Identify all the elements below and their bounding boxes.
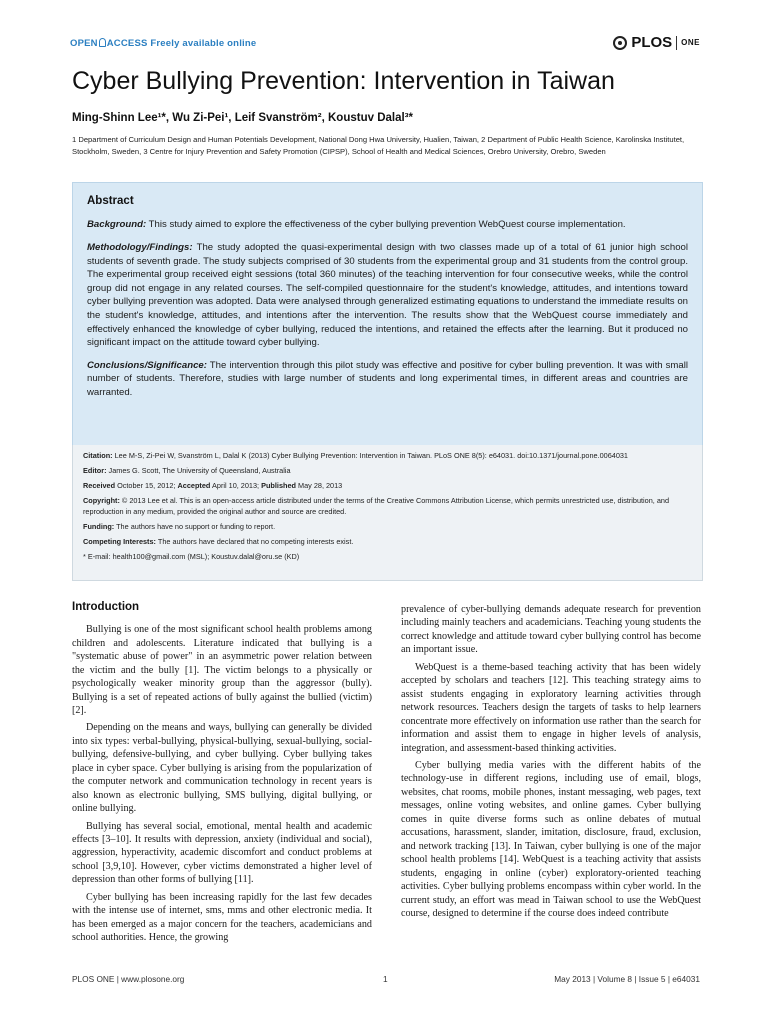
page-footer (72, 974, 700, 988)
open-lock-icon (99, 38, 106, 47)
body-paragraph: prevalence of cyber-bullying demands adequate research for prevention including mainly teachers and academicians. Teaching young students the correct knowledge and attitude toward cyber bullying control has become an important issue. (401, 604, 701, 656)
abstract-heading: Abstract (87, 195, 134, 207)
article-metadata (72, 445, 703, 581)
conclusions-label: Conclusions/Significance: (87, 359, 207, 371)
body-column-left (72, 600, 372, 949)
copyright-label: Copyright: (83, 495, 120, 505)
methods-text: The study adopted the quasi-experimental design with two classes made up of a total of 61 junior high school students of seventh grade. The study subjects comprised of 30 students from the experimental group and 31 students from the control group. The experimental group received eight sessions (total 360 minutes) of the teaching intervention for four consecutive weeks, while the control group did not engage in any related courses. The self-compiled questionnaire for the student's knowledge, attitudes, and intentions toward cyber bullying prevention was adopted. Data were analysed through generalized estimating equations to understand the immediate results on the student's knowledge, attitudes, and intentions after the intervention. The results show that the WebQuest course immediately and effectively enhanced the knowledge of cyber bullying, reduced the intentions, and retained the effects after the learning. But it produced no significant impact on the attitude toward cyber bullying. (87, 241, 688, 349)
copyright (83, 496, 692, 518)
open-label: OPEN (70, 38, 98, 49)
received-label: Received (83, 480, 116, 490)
body-paragraph: Cyber bullying has been increasing rapidly for the last few decades with the intense use of internet, sms, mms and other electronic media. It has been emerged as a major concern for the teachers, academicians and school authorities. Hence, the growing (72, 891, 372, 944)
citation (83, 451, 692, 462)
introduction-heading: Introduction (72, 601, 140, 613)
email: * E-mail: health100@gmail.com (MSL); Koustuv.dalal@oru.se (KD) (83, 551, 300, 561)
footer-journal: PLOS ONE | www.plosone.org (72, 974, 185, 984)
affiliations: 1 Department of Curriculum Design and Human Potentials Development, National Dong Hwa University, Hualien, Taiwan, 2 Department of Public Health Science, Karolinska Institutet, Stockholm, Sweden, 3 Centre for Injury Prevention and Safety Promotion (CIPSP), School of Health and Medical Sciences, Orebro University, Orebro, Sweden (72, 135, 685, 156)
plos-seal-icon (613, 36, 627, 50)
article-title: Cyber Bullying Prevention: Intervention in Taiwan (72, 67, 615, 95)
footer-issue: May 2013 | Volume 8 | Issue 5 | e64031 (554, 974, 700, 984)
abstract-methods (87, 241, 688, 350)
abstract-background (87, 218, 688, 232)
page-number: 1 (383, 974, 388, 984)
abstract-box (72, 182, 703, 446)
copyright-text: © 2013 Lee et al. This is an open-access article distributed under the terms of the Creative Commons Attribution License, which permits unrestricted use, distribution, and reproduction in any medium, provided the original author and source are credited. (83, 495, 670, 516)
competing-label: Competing Interests: (83, 536, 156, 546)
body-paragraph: WebQuest is a theme-based teaching activity that has been widely accepted by scholars and teachers [12]. This teaching strategy aims to assist students engaging in exploratory learning activities through network resources. Teachers design the targets of tasks to help learners concentrate more effectively on information use rather than the search for information and assist them to engage in higher levels of analysis, integration, and assessment-based thinking activities. (401, 661, 701, 754)
access-label: ACCESS (106, 38, 148, 49)
funding-text: The authors have no support or funding to report. (114, 521, 276, 531)
journal-header (70, 34, 700, 54)
body-column-right (401, 603, 701, 924)
competing-interests (83, 537, 692, 548)
background-label: Background: (87, 219, 147, 231)
body-paragraph: Bullying has several social, emotional, mental health and academic effects [3–10]. It results with depression, anxiety (individual and social), aggression, hyperactivity, academic discomfort and conduct problems at school [3,9,10]. However, cyber victims demonstrated a higher level of depression than other forms of bullying [11]. (72, 820, 372, 886)
received-text: October 15, 2012; (115, 480, 178, 490)
editor-label: Editor: (83, 465, 107, 475)
body-paragraph: Bullying is one of the most significant school health problems among children and adolescents. Literature indicated that bullying is a "systematic abuse of power" in an asymmetric power relation between the victim and the bully [1]. The victim belongs to a physically or psychologically weaker minority group than the aggressor (bully). Bullying is a set of repeated actions of bully against the bullied (victim) [2]. (72, 624, 372, 716)
plos-wordmark: PLOS (631, 34, 673, 51)
freely-available-label: Freely available online (150, 38, 257, 49)
dates (83, 481, 692, 492)
accepted-text: April 10, 2013; (210, 480, 262, 490)
author-list: Ming-Shinn Lee¹*, Wu Zi-Pei¹, Leif Svanström², Koustuv Dalal³* (72, 112, 413, 124)
competing-text: The authors have declared that no competing interests exist. (155, 536, 354, 546)
conclusions-text: The intervention through this pilot study was effective and positive for cyber bulling prevention. It was with small number of students. Therefore, studies with large number of students and long experimental times, in different areas and countries are warranted. (87, 359, 688, 399)
open-access-banner (70, 38, 256, 49)
background-text: This study aimed to explore the effectiveness of the cyber bullying prevention WebQuest course implementation. (146, 219, 626, 231)
published-text: May 28, 2013 (295, 480, 343, 490)
abstract-conclusions (87, 359, 688, 400)
editor (83, 466, 692, 477)
body-paragraph: Cyber bullying media varies with the different habits of the technology-use in different regions, including use of email, blogs, websites, chat rooms, mobile phones, instant messaging, web pages, text messages, online voting websites, and online games. Cyber bullying comes in quite diverse forms such as online debates of mutual accusations, harassment, slander, imitation, disclosure, fraud, exclusion, and network tracking [13]. In Taiwan, cyber bullying is one of the major school health problems [14]. WebQuest is a teaching activity that assists students, engaging in online (cyber) exploratory-oriented teaching activities. Cyber bullying problems encompass within cyber world. In the current study, an effort was mead in Taiwan school to use the WebQuest course, designed to determine if the course does indeed contribute (401, 759, 701, 919)
funding-label: Funding: (83, 521, 115, 531)
editor-text: James G. Scott, The University of Queensland, Australia (106, 465, 291, 475)
methods-label: Methodology/Findings: (87, 241, 193, 253)
citation-text: Lee M-S, Zi-Pei W, Svanström L, Dalal K (2013) Cyber Bullying Prevention: Intervention in Taiwan. PLoS ONE 8(5): e64031. doi:10.1371/journal.pone.0064031 (112, 451, 628, 460)
funding (83, 522, 692, 533)
plos-one-logo (613, 34, 700, 51)
logo-divider (676, 36, 677, 50)
accepted-label: Accepted (177, 480, 211, 490)
body-paragraph: Depending on the means and ways, bullying can generally be divided into six types: verbal-bullying, physical-bullying, sexual-bullying, social-bullying, defensive-bullying, and cyber bullying. Cyber bullying takes place in cyber space. Cyber bullying is arising from the popularization of the computer network and communication technology in recent years is also known as electronic bullying, SMS bullying, digital bullying, or online bullying. (72, 722, 372, 815)
published-label: Published (261, 480, 296, 490)
one-wordmark: ONE (681, 38, 700, 47)
citation-label: Citation: (83, 451, 113, 460)
